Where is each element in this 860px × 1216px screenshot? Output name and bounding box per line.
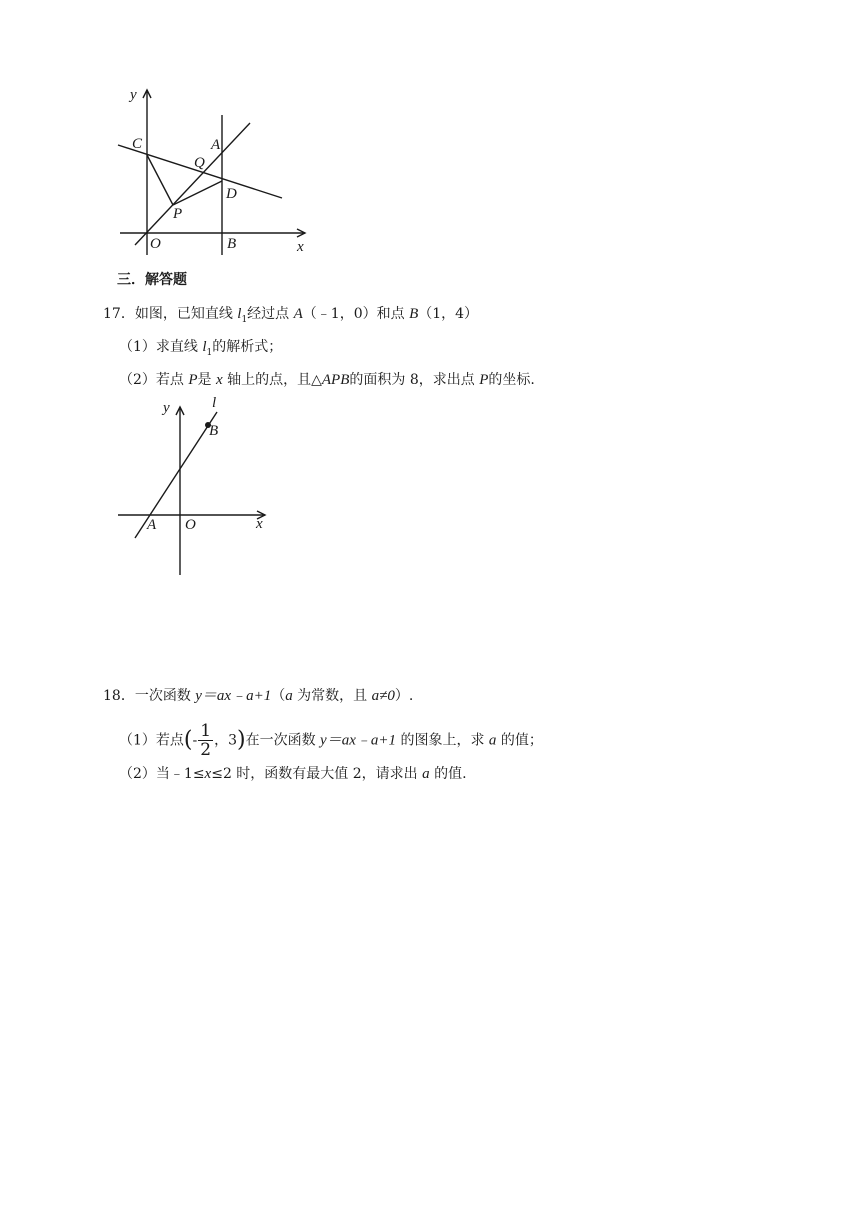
q18-part1: （1）若点(- $\frac{1}{2}$ ，3)在一次函数 y＝ax﹣a+1 的图象上，求 a 的值； [119, 721, 543, 760]
label-o: O [150, 236, 161, 252]
q18-stem: 18．一次函数 y＝ax﹣a+1（a 为常数，且 a≠0）. [103, 688, 414, 704]
label-x: x [297, 239, 304, 255]
label-d: D [226, 186, 237, 202]
q17-part2: （2）若点 P是 x 轴上的点，且△APB的面积为 8，求出点 P的坐标. [119, 372, 535, 388]
q17-stem: 17．如图，已知直线 $l_1$经过点 A（﹣1，0）和点 B（1，4） [103, 306, 479, 325]
label-o: O [185, 517, 196, 533]
line-oa [135, 123, 250, 245]
label-a: A [147, 517, 157, 533]
label-x: x [256, 516, 263, 532]
neg-sign: - [192, 732, 198, 749]
label-p: P [173, 206, 183, 222]
label-b: B [227, 236, 237, 252]
label-q: Q [194, 155, 205, 171]
segment-cp [147, 155, 173, 205]
label-a: A [211, 137, 221, 153]
q18-part2: （2）当﹣1≤x≤2 时，函数有最大值 2，请求出 a 的值. [119, 766, 467, 782]
section-title: 三．解答题 [117, 272, 187, 288]
figure-line-graph [110, 395, 280, 580]
fraction-one-half: $\frac{1}{2}$ [200, 721, 212, 760]
segment-pd [173, 181, 222, 205]
q17-part1: （1）求直线 $l_1$的解析式； [119, 339, 283, 358]
label-l: l [212, 395, 217, 411]
figure-geometry-top [110, 85, 320, 260]
label-y: y [163, 400, 170, 416]
label-b: B [209, 423, 219, 439]
line-cd [118, 145, 282, 198]
label-c: C [132, 136, 143, 152]
label-y: y [130, 87, 137, 103]
